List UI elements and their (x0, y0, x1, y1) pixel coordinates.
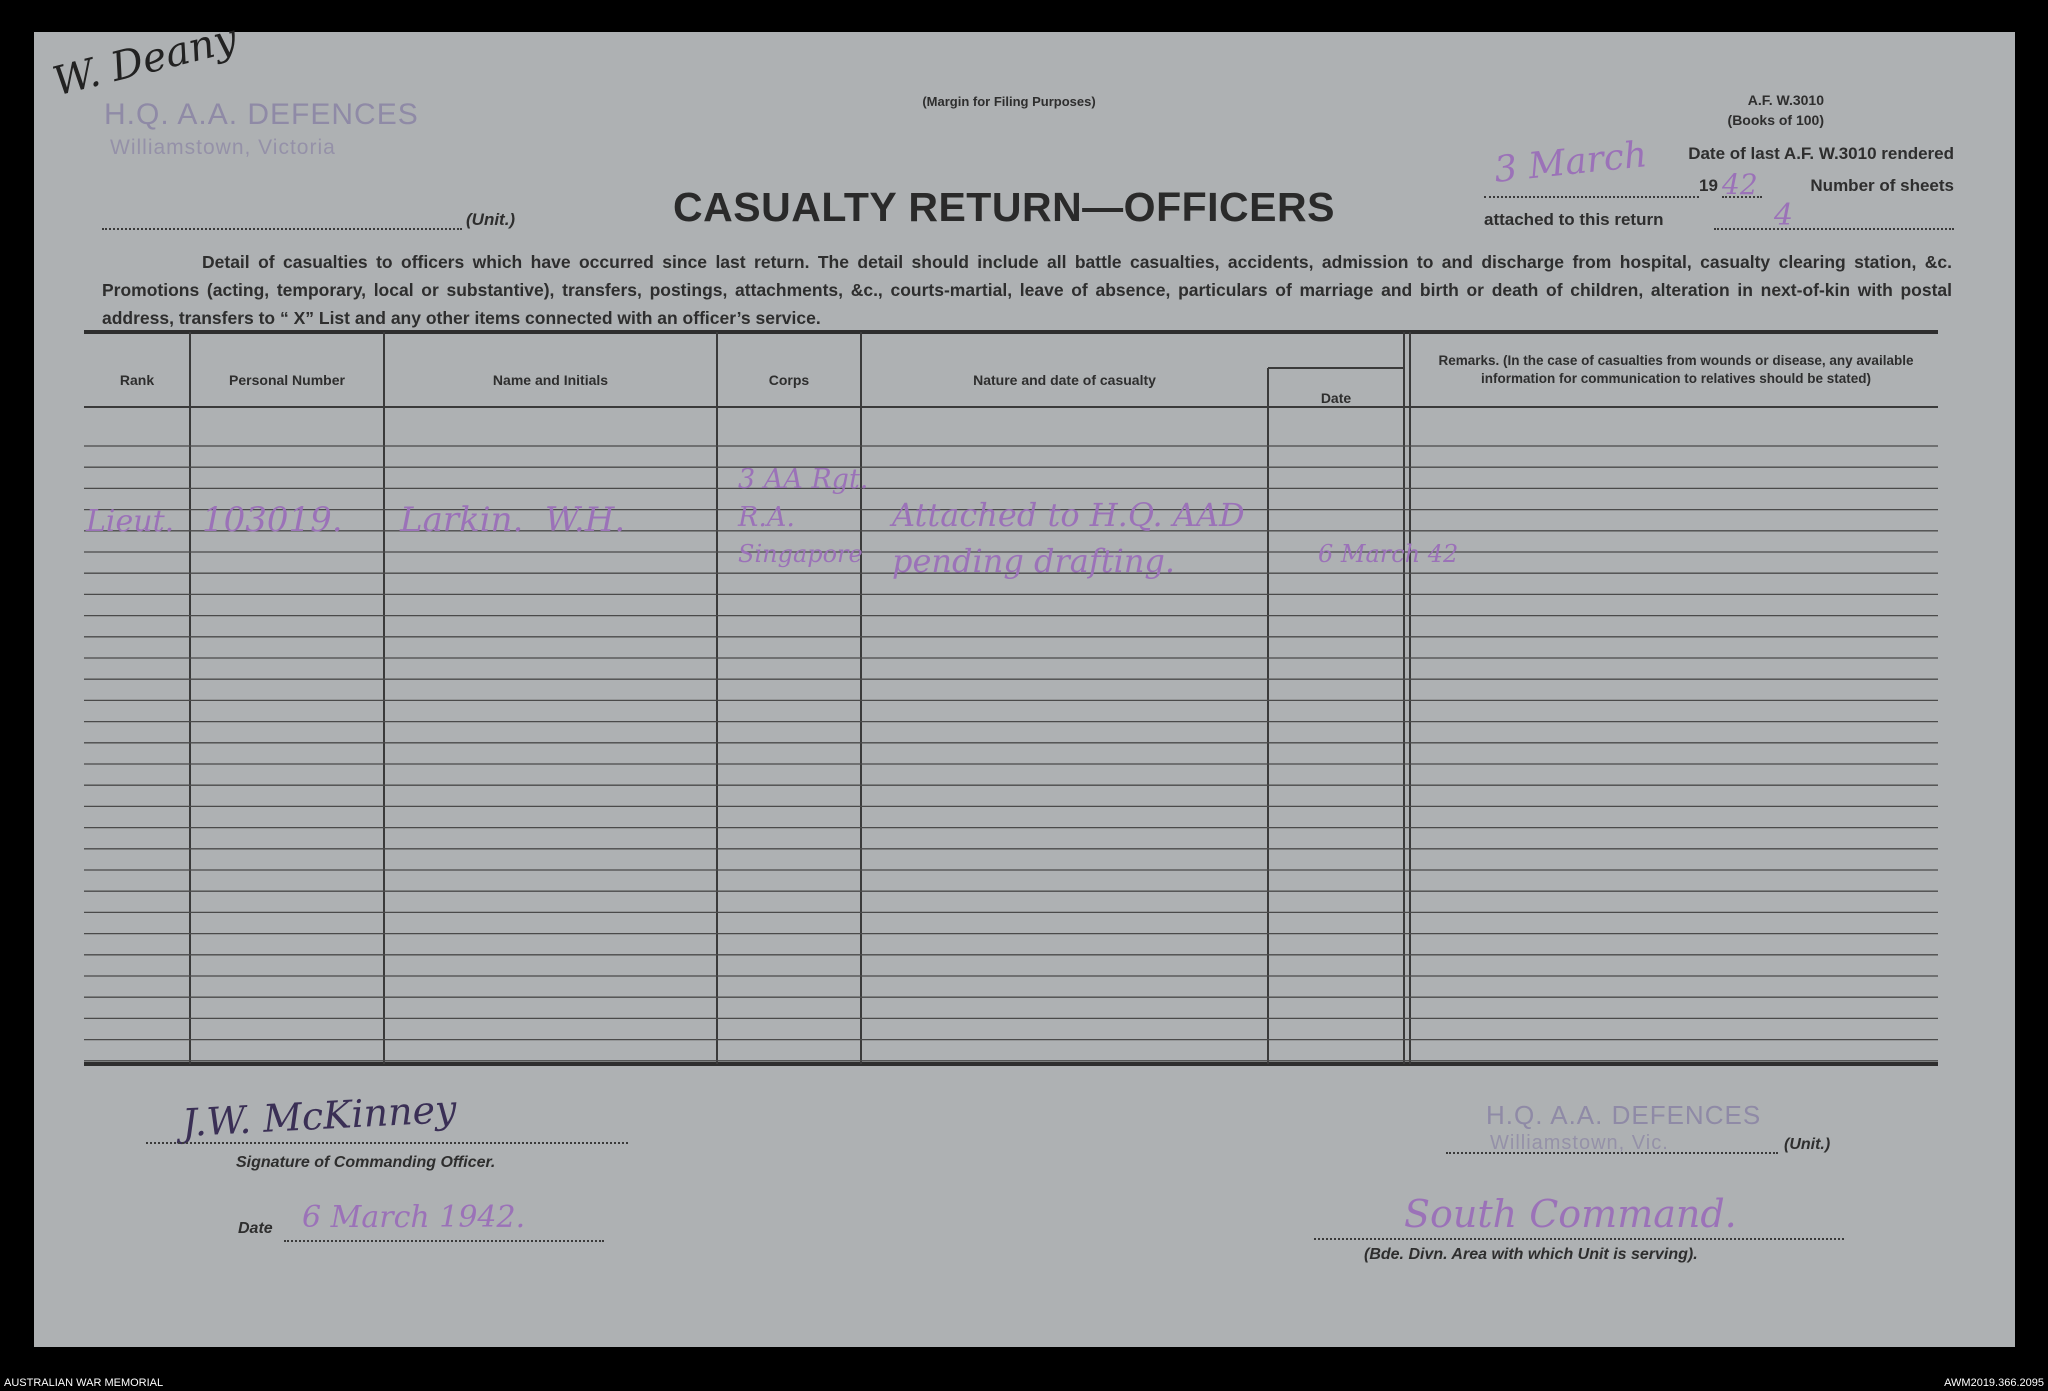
entry-corps-line2: R.A. (738, 502, 795, 533)
archive-credit-left: AUSTRALIAN WAR MEMORIAL (4, 1377, 164, 1389)
date-last-handwritten: 3 March (1492, 134, 1649, 191)
entry-date: 6 March 42 (1318, 540, 1459, 568)
entry-corps-line3: Singapore (738, 540, 863, 568)
form-number: A.F. W.3010 (1747, 92, 1824, 108)
books-note: (Books of 100) (1727, 112, 1824, 128)
bottom-stamp-line2: Williamstown, Vic. (1490, 1132, 1669, 1154)
col-header-nature: Nature and date of casualty (973, 372, 1156, 388)
col-header-corps: Corps (768, 372, 810, 388)
col-header-rank: Rank (119, 372, 155, 388)
bottom-stamp-line1: H.Q. A.A. DEFENCES (1486, 1100, 1762, 1130)
top-stamp-line1: H.Q. A.A. DEFENCES (104, 98, 419, 131)
entry-personal-number: 103019. (202, 500, 343, 540)
bde-line (1314, 1238, 1844, 1240)
entry-corps-line1: 3 AA Rgt. (738, 464, 869, 495)
bottom-unit-line (1446, 1152, 1778, 1154)
top-left-handwritten-name: W. Deany (48, 15, 242, 106)
instructions-paragraph: Detail of casualties to officers which have occurred since last return. The detail should include all battle casualties, accidents, admission to and discharge from hospital, casualty clearing station, &c. Promotions (acting, temporary, local or substantive), transfers, postings, attachments, &c., courts-martial, leave of absence, particulars of marriage and birth or death of children, alteration in next-of-kin with postal address, transfers to “ X” List and any other items connected with an officer’s service. (102, 252, 1952, 328)
attached-label: attached to this return (1484, 210, 1664, 229)
year-prefix: 19 (1699, 176, 1718, 195)
date-label: Date (238, 1220, 273, 1237)
entry-nature-line2: pending drafting. (892, 542, 1176, 580)
col-header-name: Name and Initials (492, 372, 609, 388)
col-header-personal-number: Personal Number (229, 372, 345, 388)
number-sheets-label: Number of sheets (1810, 176, 1954, 195)
col-header-date: Date (1320, 390, 1352, 406)
date-line (284, 1240, 604, 1242)
margin-note: (Margin for Filing Purposes) (922, 94, 1096, 109)
bde-label: (Bde. Divn. Area with which Unit is serving). (1364, 1246, 1698, 1263)
sheets-handwritten: 4 (1774, 198, 1794, 233)
archive-credit-right: AWM2019.366.2095 (1944, 1377, 2044, 1389)
casualty-table-grid (34, 32, 2015, 1347)
entry-nature-line1: Attached to H.Q. AAD (892, 496, 1245, 534)
command-handwritten: South Command. (1404, 1192, 1737, 1236)
entry-name: Larkin. W.H. (400, 500, 626, 540)
signature-label: Signature of Commanding Officer. (236, 1154, 496, 1171)
date-handwritten: 6 March 1942. (302, 1200, 526, 1235)
entry-rank: Lieut. (86, 504, 175, 539)
col-header-remarks: Remarks. (In the case of casualties from wounds or disease, any available information for communication to relatives should be stated) (1438, 353, 1914, 386)
date-last-label: Date of last A.F. W.3010 rendered (1688, 144, 1954, 163)
page-title: CASUALTY RETURN—OFFICERS (673, 184, 1335, 230)
unit-label: (Unit.) (466, 210, 516, 229)
signature-line (146, 1142, 628, 1144)
bottom-unit-label: (Unit.) (1784, 1136, 1831, 1153)
form-sheet (34, 15, 2015, 1347)
year-handwritten: 42 (1722, 168, 1758, 201)
commanding-officer-signature: J.W. McKinney (181, 1086, 458, 1146)
top-stamp-line2: Williamstown, Victoria (110, 136, 336, 159)
